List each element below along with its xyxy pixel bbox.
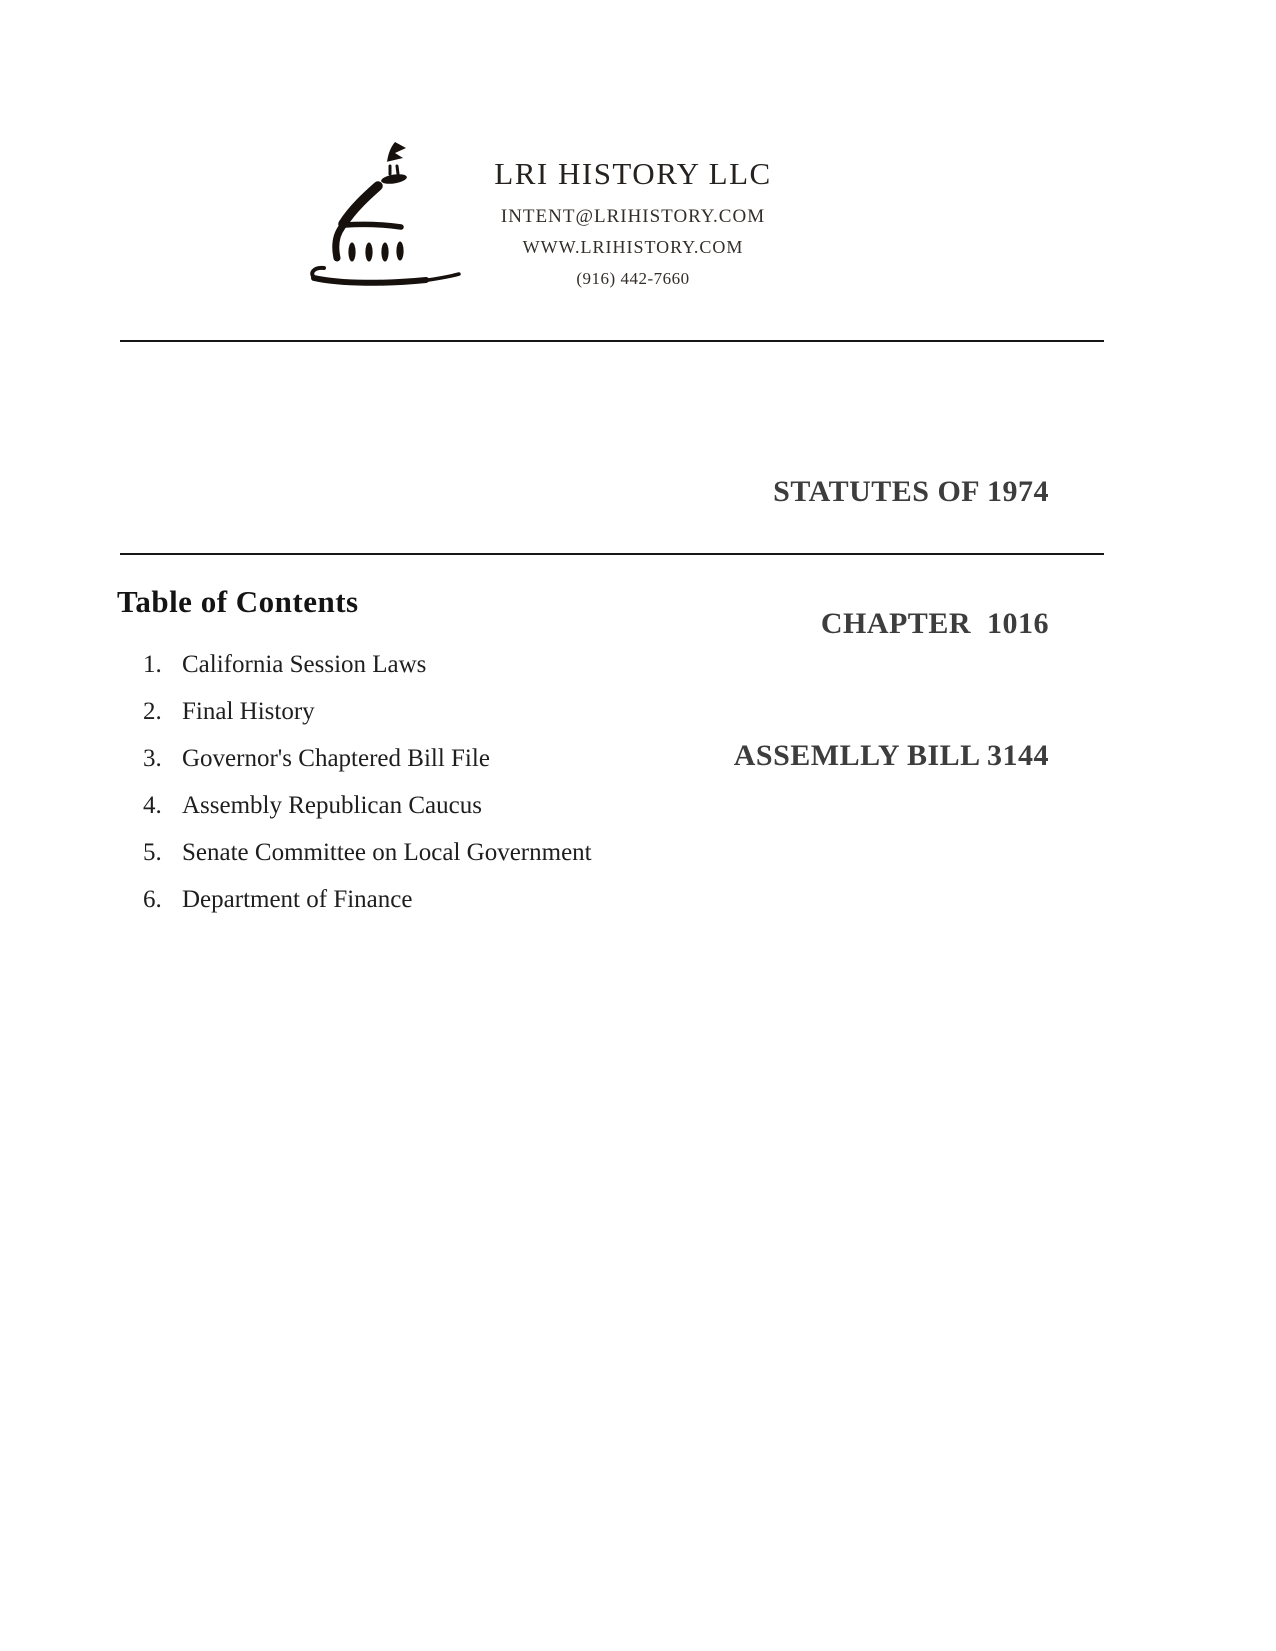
company-name: LRI HISTORY LLC (494, 156, 772, 191)
letterhead (398, 156, 868, 289)
toc-item-label: Governor's Chaptered Bill File (182, 745, 490, 772)
toc-item-label: Senate Committee on Local Government (182, 839, 592, 866)
logo-dome-base (345, 224, 401, 227)
toc-item-label: Department of Finance (182, 886, 413, 913)
toc-item (143, 651, 592, 679)
toc-heading: Table of Contents (117, 584, 359, 619)
toc-item-number: 3. (143, 745, 162, 772)
toc-item (143, 839, 592, 867)
statutes-line: STATUTES OF 1974 (773, 475, 1049, 508)
company-website: WWW.LRIHISTORY.COM (522, 237, 744, 257)
toc-item-number: 1. (143, 651, 162, 678)
toc-item (143, 745, 592, 773)
company-email: INTENT@LRIHISTORY.COM (500, 206, 766, 227)
toc-item (143, 792, 592, 820)
chapter-line: CHAPTER 1016 (820, 607, 1049, 640)
assembly-bill-line: ASSEMLLY BILL 3144 (733, 739, 1049, 772)
company-phone: (916) 442-7660 (576, 269, 690, 288)
logo-dome-stroke (343, 186, 378, 224)
logo-lantern-ticks (390, 166, 398, 174)
toc-item (143, 698, 592, 726)
toc-item-number: 6. (143, 886, 162, 913)
toc-item-number: 4. (143, 792, 162, 819)
logo-columns (348, 242, 403, 262)
toc-item-label: Final History (182, 698, 315, 725)
divider-rule-top (120, 340, 1104, 342)
toc-list (143, 651, 592, 933)
toc-item-number: 5. (143, 839, 162, 866)
logo-left-hook (336, 227, 342, 258)
toc-item-label: Assembly Republican Caucus (182, 792, 482, 819)
toc-item-number: 2. (143, 698, 162, 725)
toc-item-label: California Session Laws (182, 651, 427, 678)
toc-item (143, 886, 592, 914)
